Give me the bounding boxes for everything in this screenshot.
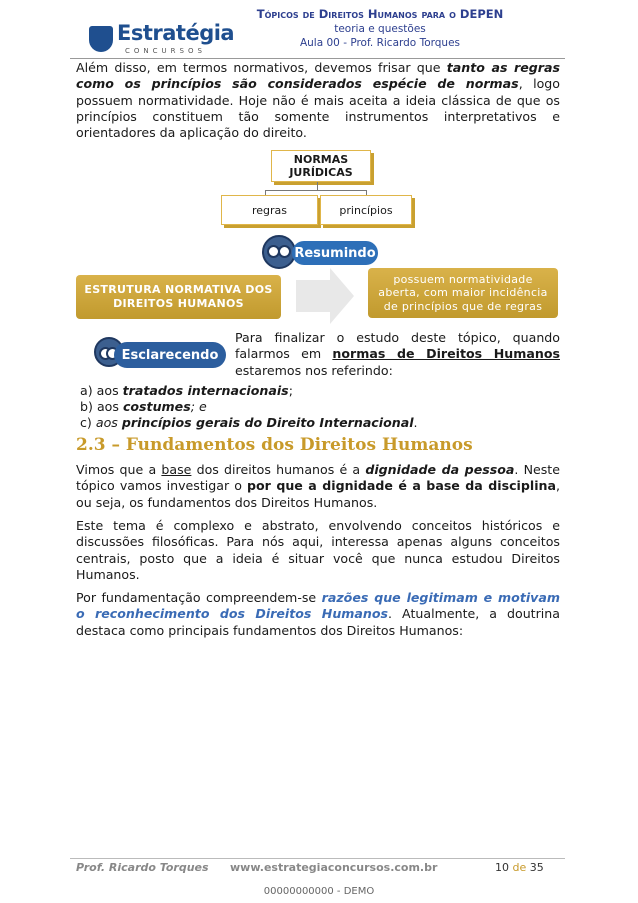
logo-word: Estratégia: [117, 21, 235, 45]
esclarecendo-paragraph: [235, 330, 560, 379]
section-heading: 2.3 – Fundamentos dos Direitos Humanos: [76, 435, 473, 455]
summary-left-box: ESTRUTURA NORMATIVA DOS DIREITOS HUMANOS: [76, 275, 281, 319]
text: Vimos que a: [76, 462, 162, 477]
page-header: [230, 6, 530, 50]
page-total: 35: [529, 861, 544, 874]
emphasis: costumes: [122, 399, 191, 414]
emphasis: normas de Direitos Humanos: [332, 346, 560, 362]
section-paragraph: [76, 518, 560, 583]
section-paragraph: [76, 590, 560, 639]
connector: [265, 190, 367, 191]
emphasis: princípios gerais do Direito Internacional: [121, 415, 414, 430]
diagram-node-regras: regras: [221, 195, 318, 225]
section-paragraph: [76, 462, 560, 511]
header-lesson: Aula 00 - Prof. Ricardo Torques: [299, 37, 461, 49]
brand-logo: [85, 18, 235, 58]
emphasis: dignidade da pessoa: [365, 462, 515, 477]
text: Para finalizar o estudo deste tópico, quando falarmos em: [235, 330, 560, 362]
page-of: de: [512, 861, 527, 874]
intro-paragraph: [76, 60, 560, 141]
text: ; e: [190, 399, 207, 414]
header-title: Tópicos de Direitos Humanos para o DEPEN: [256, 7, 504, 21]
emphasis: por que a dignidade é a base da disciplina: [247, 478, 556, 494]
footer-site-link[interactable]: www.estrategiaconcursos.com.br: [230, 861, 438, 874]
text: Por fundamentação compreendem-se: [76, 590, 322, 605]
page-current: 10: [495, 861, 509, 874]
resumindo-badge: Resumindo: [292, 241, 378, 265]
text: Além disso, em termos normativos, devemos frisar que: [76, 60, 447, 75]
list-item: [80, 415, 418, 431]
arrow-right-icon: [296, 268, 354, 324]
text: . Neste tópico vamos investigar o: [76, 462, 560, 494]
diagram-node-principios: princípios: [320, 195, 412, 225]
list-marker: c): [80, 415, 92, 430]
header-subtitle: teoria e questões: [334, 23, 426, 35]
shield-icon: [89, 26, 113, 52]
esclarecendo-badge: Esclarecendo: [114, 342, 226, 368]
footer-author: Prof. Ricardo Torques: [76, 861, 209, 874]
text: ;: [288, 383, 293, 398]
header-divider: [70, 58, 565, 59]
page-number: [495, 861, 544, 874]
emphasis: base: [161, 462, 192, 477]
footer-divider: [70, 858, 565, 859]
emphasis: razões que legitimam e motivam o reconhecimento dos Direitos Humanos: [76, 590, 560, 622]
list-item: [80, 399, 207, 415]
text: aos: [96, 399, 123, 414]
text: . Atualmente, a doutrina destaca como principais fundamentos dos Direitos Humanos:: [76, 606, 560, 638]
list-marker: b): [80, 399, 93, 414]
summary-right-box: possuem normatividade aberta, com maior incidência de princípios que de regras: [368, 268, 558, 318]
owl-icon: [262, 235, 296, 269]
text: Este tema é complexo e abstrato, envolvendo conceitos históricos e discussões filosóficas. Para nós aqui, interessa apenas alguns conceitos centrais, posto que a ideia é situar você que nunca estudou Direitos Humanos.: [76, 518, 560, 582]
text: aos: [96, 383, 123, 398]
text: .: [413, 415, 418, 430]
demo-watermark: 00000000000 - DEMO: [263, 886, 375, 897]
list-item: [80, 383, 293, 399]
text: dos direitos humanos é a: [191, 462, 366, 477]
logo-sub: CONCURSOS: [125, 47, 206, 55]
emphasis: tanto as regras como os princípios são considerados espécie de normas: [76, 60, 560, 92]
list-marker: a): [80, 383, 93, 398]
diagram-root-node: NORMAS JURÍDICAS: [271, 150, 371, 182]
text: estaremos nos referindo:: [235, 362, 393, 378]
text: aos: [95, 415, 122, 430]
emphasis: tratados internacionais: [122, 383, 289, 398]
text: , logo possuem normatividade. Hoje não é mais aceita a ideia clássica de que os princípios constituem tão somente instrumentos interpretativos e orientadores da aplicação do direito.: [76, 76, 560, 141]
text: , ou seja, os fundamentos dos Direitos Humanos.: [76, 478, 560, 510]
